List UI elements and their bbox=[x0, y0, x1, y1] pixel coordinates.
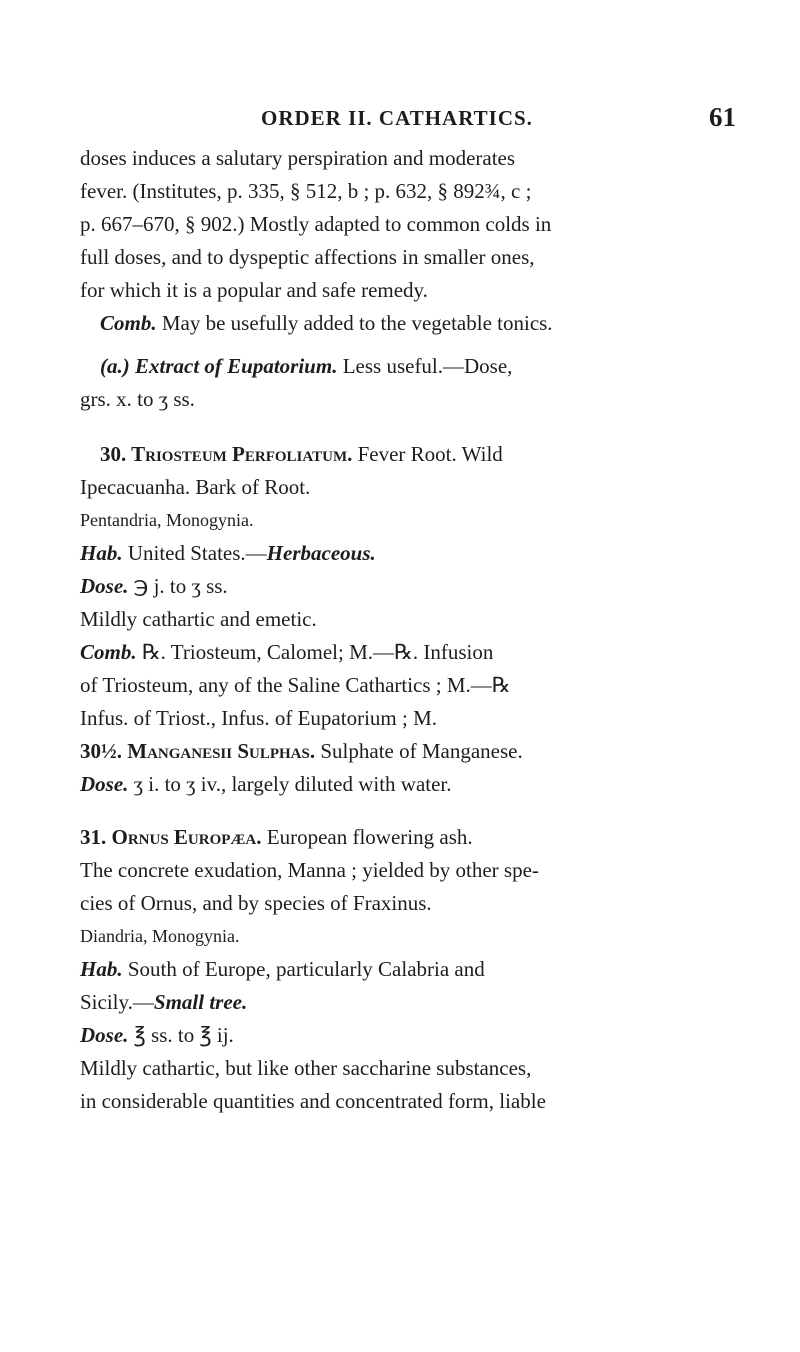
classification: Diandria, Monogynia. bbox=[80, 926, 240, 946]
text-line: Infus. of Triost., Infus. of Eupatorium ; M. bbox=[80, 706, 437, 730]
header-title: ORDER II. CATHARTICS. bbox=[261, 106, 533, 130]
text-line: full doses, and to dyspeptic affections in smaller ones, bbox=[80, 245, 535, 269]
dose-line: Dose. ʒ i. to ʒ iv., largely diluted with water. bbox=[80, 772, 452, 796]
text-line: doses induces a salutary perspiration and moderates bbox=[80, 146, 516, 170]
dose-line: Dose. ℥ ss. to ℥ ij. bbox=[80, 1023, 234, 1047]
entry-30-half-heading: 30½. Manganesii Sulphas. Sulphate of Manganese. bbox=[80, 739, 523, 763]
extract-label: (a.) Extract of Eupatorium. bbox=[100, 354, 338, 378]
text-line: The concrete exudation, Manna ; yielded by other spe- bbox=[80, 858, 539, 882]
text-line: grs. x. to ʒ ss. bbox=[80, 387, 195, 411]
text-line: Mildly cathartic and emetic. bbox=[80, 607, 317, 631]
text-line: Ipecacuanha. Bark of Root. bbox=[80, 475, 311, 499]
text-line: Sicily.—Small tree. bbox=[80, 990, 248, 1014]
dose-line: Dose. ℈ j. to ʒ ss. bbox=[80, 574, 228, 598]
text-line: fever. (Institutes, p. 335, § 512, b ; p. 632, § 892¾, c ; bbox=[80, 179, 532, 203]
habitat-line: Hab. South of Europe, particularly Calabria and bbox=[80, 957, 485, 981]
extract-text: Less useful.—Dose, bbox=[342, 354, 513, 378]
text-line: cies of Ornus, and by species of Fraxinus. bbox=[80, 891, 432, 915]
comb-text: May be usefully added to the vegetable tonics. bbox=[161, 311, 553, 335]
entry-30-heading: 30. Triosteum Perfoliatum. Fever Root. Wild bbox=[100, 442, 503, 466]
page-number: 61 bbox=[709, 102, 736, 132]
page-body bbox=[80, 142, 750, 1118]
text-line bbox=[100, 350, 750, 383]
text-line: in considerable quantities and concentrated form, liable bbox=[80, 1089, 546, 1113]
text-line: Mildly cathartic, but like other saccharine substances, bbox=[80, 1056, 532, 1080]
text-line: for which it is a popular and safe remedy. bbox=[80, 278, 428, 302]
text-line bbox=[100, 307, 750, 340]
text-line: of Triosteum, any of the Saline Cathartics ; M.—℞ bbox=[80, 673, 511, 697]
text-line: p. 667–670, § 902.) Mostly adapted to common colds in bbox=[80, 212, 552, 236]
classification: Pentandria, Monogynia. bbox=[80, 510, 254, 530]
label-comb: Comb. bbox=[100, 311, 157, 335]
habitat-line: Hab. United States.—Herbaceous. bbox=[80, 541, 376, 565]
comb-line: Comb. ℞. Triosteum, Calomel; M.—℞. Infusion bbox=[80, 640, 494, 664]
entry-31-heading: 31. Ornus Europæa. European flowering ash. bbox=[80, 825, 473, 849]
